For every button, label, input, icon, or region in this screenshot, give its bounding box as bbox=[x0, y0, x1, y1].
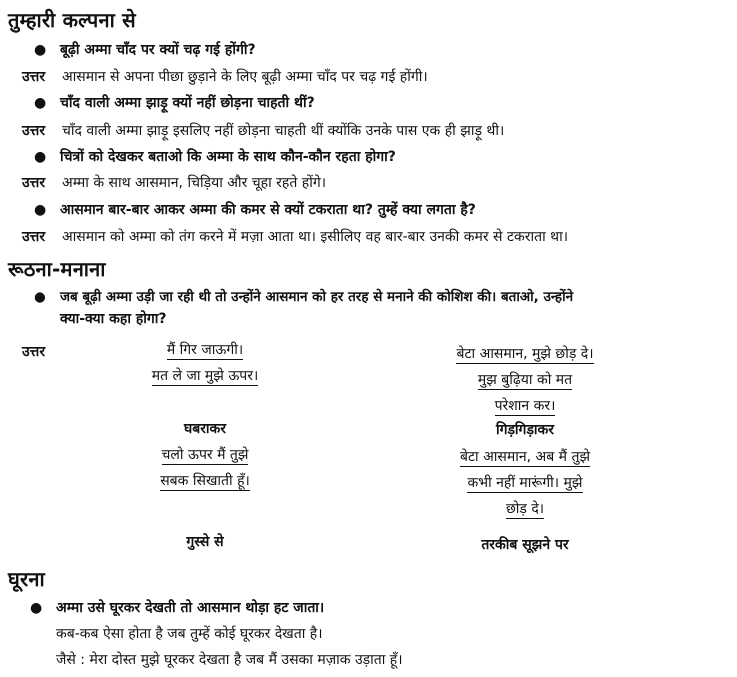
bullet-icon: ● bbox=[34, 95, 47, 111]
bullet-icon: ● bbox=[34, 149, 47, 165]
answer-3-text: अम्मा के साथ आसमान, चिड़िया और चूहा रहते होंगे। bbox=[62, 175, 327, 191]
bottom-left-line-1: चलो ऊपर मैं तुझे bbox=[161, 447, 249, 463]
mood-gusse-se: गुस्से से bbox=[186, 534, 224, 550]
ghoorna-question bbox=[30, 598, 324, 617]
answer-2-text: चाँद वाली अम्मा झाड़ू इसलिए नहीं छोड़ना चाहती थीं क्योंकि उनके पास एक ही झाड़ू थी। bbox=[62, 123, 505, 139]
bullet-icon: ● bbox=[34, 202, 47, 218]
ghoorna-question-text: अम्मा उसे घूरकर देखती तो आसमान थोड़ा हट जाता। bbox=[56, 600, 325, 616]
top-right-line-3: परेशान कर। bbox=[494, 398, 556, 414]
question-4-text: आसमान बार-बार आकर अम्मा की कमर से क्यों टकराता था? तुम्हें क्या लगता है? bbox=[60, 202, 476, 218]
question-4 bbox=[34, 200, 476, 219]
answer-3 bbox=[22, 173, 326, 192]
top-left-lines bbox=[110, 340, 300, 392]
roothna-question bbox=[34, 286, 734, 330]
section-title-roothna: रूठना-मनाना bbox=[8, 257, 106, 281]
answer-2 bbox=[22, 121, 504, 140]
top-right-line-1: बेटा आसमान, मुझे छोड़ दे। bbox=[456, 346, 594, 362]
bottom-left-lines bbox=[110, 445, 300, 497]
answer-label: उत्तर bbox=[22, 229, 46, 245]
mood-ghabrakar: घबराकर bbox=[183, 421, 227, 437]
answer-label: उत्तर bbox=[22, 175, 46, 191]
question-3 bbox=[34, 147, 396, 166]
answer-label: उत्तर bbox=[22, 69, 46, 85]
ghoorna-line-1: कब-कब ऐसा होता है जब तुम्हें कोई घूरकर देखता है। bbox=[56, 626, 323, 642]
bullet-icon: ● bbox=[34, 289, 46, 305]
top-left-line-1: मैं गिर जाऊगी। bbox=[166, 342, 244, 358]
bottom-right-line-2: कभी नहीं मारूंगी। मुझे bbox=[467, 475, 583, 491]
roothna-answer-label: उत्तर bbox=[22, 344, 46, 360]
question-1-text: बूढ़ी अम्मा चाँद पर क्यों चढ़ गई होंगी? bbox=[60, 42, 256, 58]
answer-4-text: आसमान को अम्मा को तंग करने में मज़ा आता था। इसीलिए वह बार-बार उनकी कमर से टकराता था। bbox=[62, 229, 569, 245]
question-3-text: चित्रों को देखकर बताओ कि अम्मा के साथ कौन-कौन रहता होगा? bbox=[60, 149, 396, 165]
mood-girgirakar: गिड़गिड़ाकर bbox=[495, 422, 555, 438]
roothna-question-line2: क्या-क्या कहा होगा? bbox=[60, 311, 167, 327]
question-2 bbox=[34, 93, 315, 112]
answer-1 bbox=[22, 67, 428, 86]
bottom-right-lines bbox=[410, 447, 640, 525]
answer-label: उत्तर bbox=[22, 123, 46, 139]
question-1 bbox=[34, 40, 256, 59]
answer-4 bbox=[22, 227, 568, 246]
bottom-right-line-3: छोड़ दे। bbox=[505, 501, 545, 517]
bullet-icon: ● bbox=[30, 600, 43, 616]
roothna-question-line1: जब बूढ़ी अम्मा उड़ी जा रही थी तो उन्होंने आसमान को हर तरह से मनाने की कोशिश की। बताओ, उन्होंने bbox=[60, 289, 574, 305]
bullet-icon: ● bbox=[34, 42, 47, 58]
bottom-left-line-2: सबक सिखाती हूँ। bbox=[160, 473, 250, 489]
answer-1-text: आसमान से अपना पीछा छुड़ाने के लिए बूढ़ी अम्मा चाँद पर चढ़ गई होंगी। bbox=[62, 69, 428, 85]
ghoorna-line-2: जैसे : मेरा दोस्त मुझे घूरकर देखता है जब मैं उसका मज़ाक उड़ाता हूँ। bbox=[56, 652, 403, 668]
bottom-right-line-1: बेटा आसमान, अब मैं तुझे bbox=[459, 449, 591, 465]
top-left-line-2: मत ले जा मुझे ऊपर। bbox=[151, 368, 259, 384]
section-title-ghoorna: घूरना bbox=[8, 567, 45, 591]
section-title-kalpana: तुम्हारी कल्पना से bbox=[8, 8, 136, 32]
top-right-lines bbox=[410, 344, 640, 422]
mood-tarkeeb: तरकीब सूझने पर bbox=[481, 537, 569, 553]
question-2-text: चाँद वाली अम्मा झाड़ू क्यों नहीं छोड़ना चाहती थीं? bbox=[60, 95, 315, 111]
top-right-line-2: मुझ बुढ़िया को मत bbox=[477, 372, 573, 388]
